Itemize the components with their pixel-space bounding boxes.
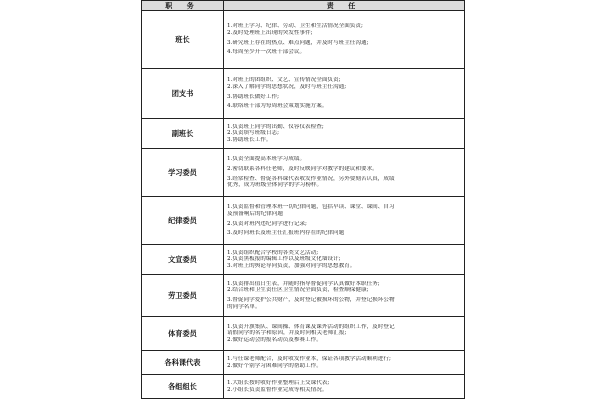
duty-line: 1.对班上学习、纪律、劳动、卫生和生活情况全面负责;: [227, 23, 363, 30]
duty-cell: [224, 351, 465, 375]
duty-line: 2.负责填写班级日志;: [227, 130, 279, 137]
table-row: [142, 11, 465, 69]
role-cell: 劳卫委员: [142, 275, 224, 317]
role-cell: 学习委员: [142, 149, 224, 197]
duty-line: 的同学名单。: [227, 303, 261, 310]
role-cell: 各组组长: [142, 375, 224, 399]
duty-cell: [224, 245, 465, 275]
duty-table: [141, 0, 465, 399]
duty-line: 2.结合班和卫生责任区卫生情况全面负责，检查顺保健康;: [227, 287, 369, 294]
duty-cell: [224, 69, 465, 119]
role-cell: 体育委员: [142, 317, 224, 351]
table-row: [142, 317, 465, 351]
duty-line: 请假同学的名字和原因，并及时向相关老师汇报;: [227, 330, 347, 337]
role-cell: 团支书: [142, 69, 224, 119]
duty-cell: [224, 119, 465, 149]
role-cell: 纪律委员: [142, 197, 224, 245]
duty-line: 1.负责组织配合学校的各类文艺活动;: [227, 249, 319, 256]
duty-line: 4.每周至少开一次班干部会议。: [227, 49, 306, 56]
table-row: [142, 197, 465, 245]
role-cell: 文宣委员: [142, 245, 224, 275]
role-cell: 班长: [142, 11, 224, 69]
table-header-row: [142, 1, 465, 11]
role-cell: 各科课代表: [142, 351, 224, 375]
duty-line: 1.负责班上同学的出勤、仪容仪表检查;: [227, 123, 324, 130]
duty-line: 3.协助班长做好工作;: [227, 93, 279, 100]
table-row: [142, 351, 465, 375]
duty-line: 2.密切联系各科任老师，及时反映同学对教学的建议和要求。: [227, 165, 378, 172]
duty-line: 3.对班上的舆论导向负责，加强对同学的思想教育。: [227, 262, 356, 269]
table-row: [142, 69, 465, 119]
duty-line: 1.对班上的团组织、文艺、宣传情况全面负责;: [227, 77, 341, 84]
duty-line: 及预备响后的纪律问题: [227, 210, 283, 217]
duty-cell: [224, 275, 465, 317]
table-row: [142, 375, 465, 399]
table-row: [142, 275, 465, 317]
duty-line: 3.研究班上存在的热点、难点问题，并及时与班主任沟通;: [227, 39, 369, 46]
duty-line: 1.负责排出值日生表，并随时指导督促同学认真做好本职任务;: [227, 280, 380, 287]
duty-line: 2.做好运动会的报名动员及参赛工作。: [227, 336, 322, 343]
duty-line: 1.负责全面提高本班学习成绩。: [227, 156, 306, 163]
duty-line: 1.大组长按时收好作业整理后上交课代表;: [227, 379, 330, 386]
duty-line: 1.负责升旗集队、课间操、体育课及课外活动的组织工作，及时登记: [227, 323, 395, 330]
duty-line: 1.负责监督和管理本班一切纪律问题，包括早读、课堂、课间、自习: [227, 204, 395, 211]
duty-line: 优秀，成为班级全体同学的学习榜样。: [227, 182, 323, 189]
table-row: [142, 245, 465, 275]
table-row: [142, 149, 465, 197]
role-cell: 副班长: [142, 119, 224, 149]
duty-line: 2.深入了解同学的思想状况，及时与班主任沟通;: [227, 83, 347, 90]
duty-line: 3.督促同学爱护公共财产，及时登记被损坏的公物，并登记损坏公物: [227, 297, 395, 303]
duty-line: 3.协助班长工作。: [227, 136, 272, 143]
header-role: 职 务: [142, 1, 224, 11]
duty-cell: [224, 149, 465, 197]
duty-line: 3.及时向班长及班主任汇报班内存在的纪律问题: [227, 230, 345, 237]
duty-line: 2.负责对班内违纪同学进行记录;: [227, 220, 307, 227]
duty-cell: [224, 197, 465, 245]
table-row: [142, 119, 465, 149]
duty-line: 4.联络班干部为每周班会策划实施方案。: [227, 103, 328, 110]
duty-line: 3.经常检查、督促各科课代表收发作业情况，另外要刻苦认真，成绩: [227, 175, 395, 182]
duty-line: 1.与任课老师配合，及时收发作业本，保证各项教学活动顺利进行;: [227, 355, 391, 362]
duty-cell: [224, 317, 465, 351]
duty-cell: [224, 375, 465, 399]
header-duty: 责 任: [224, 1, 465, 11]
duty-line: 2.小组长负责监督作业完成等相关情况。: [227, 386, 328, 393]
duty-line: 2.做好个别学习困难同学的帮助工作。: [227, 362, 322, 369]
duty-cell: [224, 11, 465, 69]
duty-line: 2.负责黑板报的编辑工作以及班级文化墙设计;: [227, 256, 341, 263]
duty-line: 2.及时处理班上出现的突发性事件;: [227, 29, 313, 36]
